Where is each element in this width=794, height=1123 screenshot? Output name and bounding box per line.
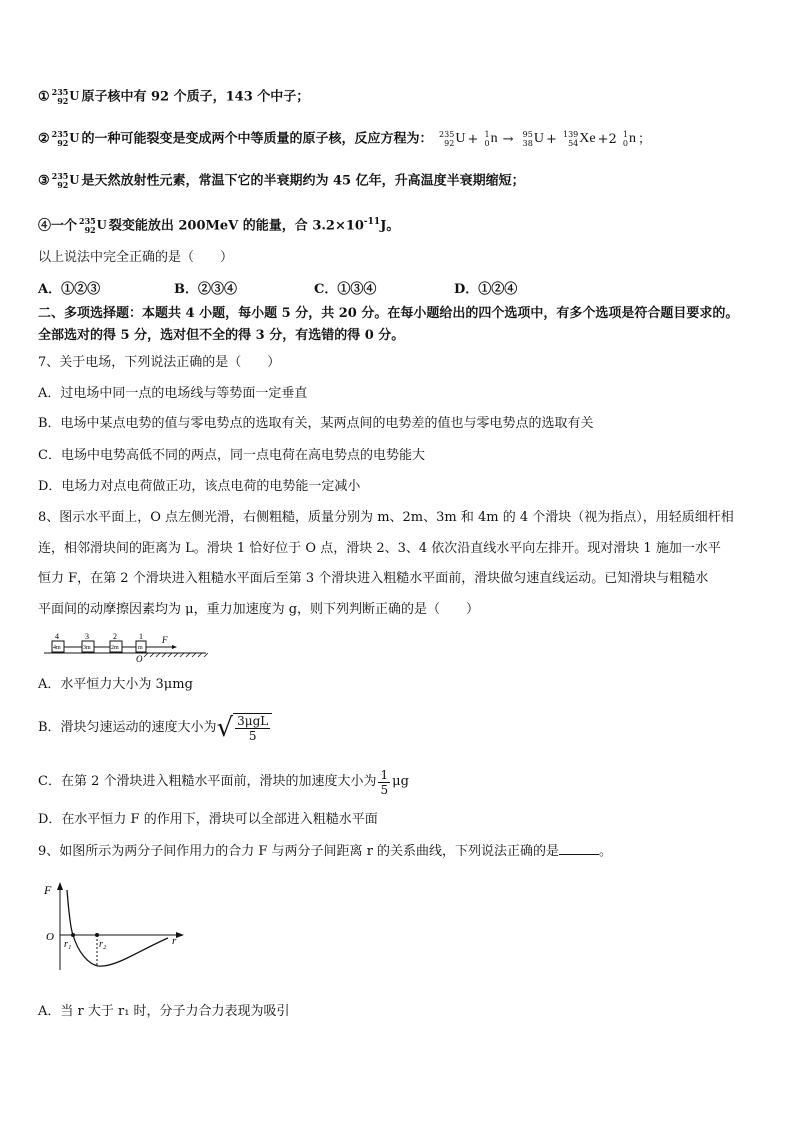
q6-stem: 以上说法中完全正确的是（ ） [38,250,234,265]
q7-option-d[interactable]: D．电场力对点电荷做正功，该点电荷的电势能一定减小 [38,479,361,494]
q6-option-d[interactable]: D．①②④ [454,282,518,297]
nuclide-u235: 235 92 U [51,129,80,148]
block-4-label: 4m [53,645,61,651]
nuclide-u235: 235 92 U [51,87,80,106]
q8-option-a[interactable]: A．水平恒力大小为 3μmg [38,677,193,692]
q7-option-c[interactable]: C．电场中电势高低不同的两点，同一点电荷在高电势点的电势能大 [38,448,425,463]
q6-option-b[interactable]: B．②③④ [174,282,237,297]
q7-option-b[interactable]: B．电场中某点电势的值与零电势点的选取有关，某两点间的电势差的值也与零电势点的选取有关 [38,416,594,431]
graph-y-label: F [44,883,52,897]
block-1-number: 1 [139,632,143,641]
q6-options [38,280,758,300]
q9-option-a[interactable]: A．当 r 大于 r₁ 时，分子力合力表现为吸引 [38,1004,290,1019]
q9-force-distance-graph [40,880,190,972]
fraction-one-fifth: $\frac{1}{5}$ [380,767,389,797]
statement-2: ② 235 92 U 的一种可能裂变是变成两个中等质量的原子核，反应方程为： 235 92 U + 1 0 n → 95 38 U + 139 54 Xe +2 1 0 n ； [38,129,652,148]
q6-option-a[interactable]: A．①②③ [38,282,101,297]
q8-option-b[interactable]: B．滑块匀速运动的速度大小为 √ $\frac{\text{3μgL}}{5}$ [38,710,758,746]
block-2-label: 2m [111,645,119,651]
statement-3: ③ 235 92 U 是天然放射性元素，常温下它的半衰期约为 45 亿年，升高温度半衰期缩短； [38,171,525,190]
block-3-number: 3 [85,632,89,641]
fission-equation: 235 92 U + 1 0 n → 95 38 U + 139 54 Xe +2 1 0 n ； [439,130,652,148]
nuclide-u235: 235 92 U [51,171,80,190]
block-2-number: 2 [113,632,117,641]
statement-1: ① 235 92 U 原子核中有 92 个质子，143 个中子； [38,87,310,106]
q8-stem-1: 8、图示水平面上，O 点左侧光滑，右侧粗糙，质量分别为 m、2m、3m 和 4m 的 4 个滑块（视为指点），用轻质细杆相 [38,510,734,525]
q7-stem: 7、关于电场，下列说法正确的是（ ） [38,355,281,370]
section2-heading: 二、多项选择题：本题共 4 小题，每小题 5 分，共 20 分。在每小题给出的四个选项中，有多个选项是符合题目要求的。 [38,306,739,321]
block-3-label: 3m [83,645,91,651]
force-label: F [162,635,168,645]
q8-stem-3: 恒力 F，在第 2 个滑块进入粗糙水平面后至第 3 个滑块进入粗糙水平面前，滑块做匀速直线运动。已知滑块与粗糙水 [38,571,709,586]
q9-stem: 9、如图所示为两分子间作用力的合力 F 与两分子间距离 r 的关系曲线，下列说法正确的是 。 [38,844,613,859]
graph-origin: O [46,931,54,943]
q8-option-c[interactable]: C．在第 2 个滑块进入粗糙水平面前，滑块的加速度大小为 $\frac{1}{5}$ μg [38,767,409,797]
q8-option-d[interactable]: D．在水平恒力 F 的作用下，滑块可以全部进入粗糙水平面 [38,812,378,827]
section2-heading-cont: 全部选对的得 5 分，选对但不全的得 3 分，有选错的得 0 分。 [38,328,405,343]
statement-4: ④一个 235 92 U 裂变能放出 200MeV 的能量，合 $3.2\times 10^{-11}J$。 [38,215,400,235]
block-1-label: m [138,645,143,651]
q8-stem-4: 平面间的动摩擦因素均为 μ，重力加速度为 g，则下列判断正确的是（ ） [38,602,480,617]
sqrt-expression: √ $\frac{\text{3μgL}}{5}$ [217,713,273,743]
graph-x-label: r [172,935,177,947]
q6-option-c[interactable]: C．①③④ [314,282,377,297]
q8-blocks-figure [40,628,210,664]
nuclide-u235: 235 92 U [79,215,107,235]
q8-stem-2: 连，相邻滑块间的距离为 L。滑块 1 恰好位于 O 点，滑块 2、3、4 依次沿直线水平向左排开。现对滑块 1 施加一水平 [38,541,721,556]
answer-blank[interactable] [559,842,599,855]
graph-r1-label: r₁ [64,939,72,950]
graph-r2-label: r₂ [99,939,107,950]
block-4-number: 4 [55,632,59,641]
q7-option-a[interactable]: A．过电场中同一点的电场线与等势面一定垂直 [38,386,308,401]
origin-label: O [136,654,143,664]
